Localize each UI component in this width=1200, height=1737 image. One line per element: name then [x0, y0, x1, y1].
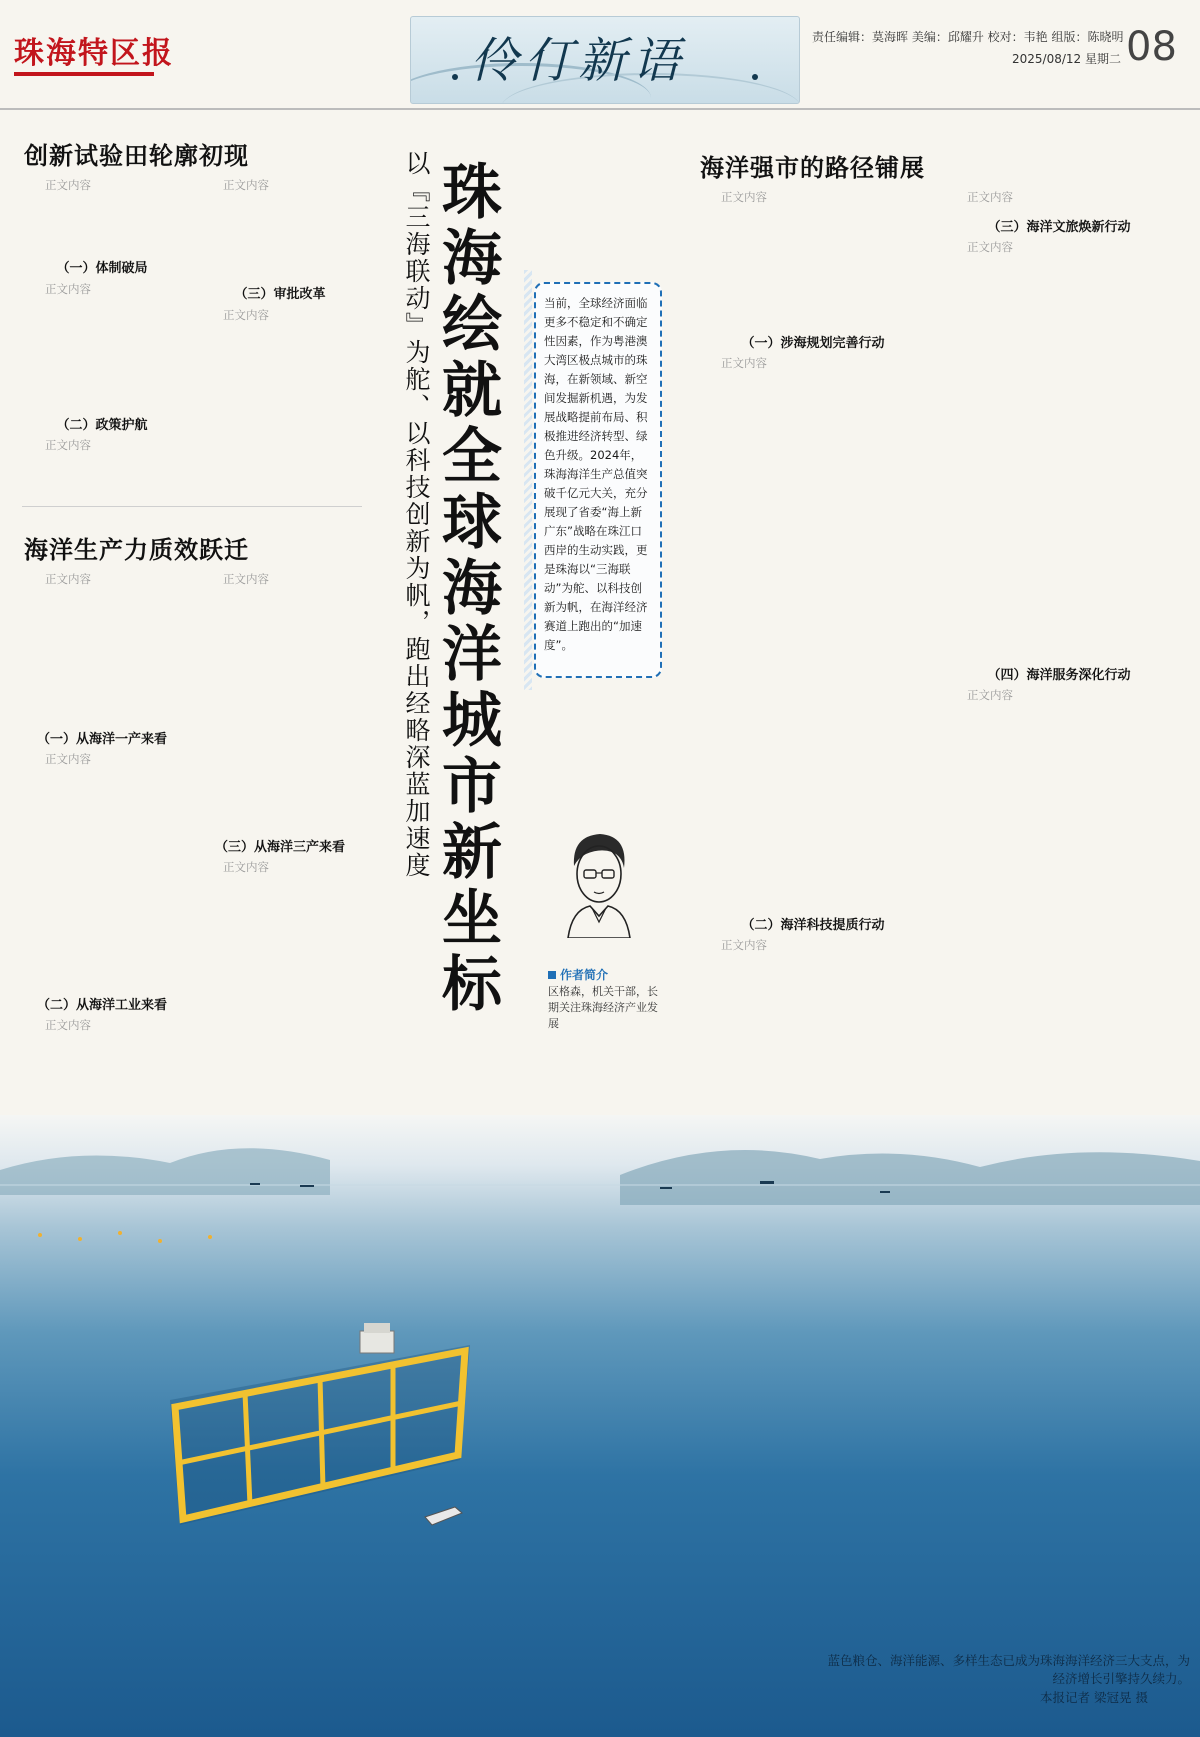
- body-text: 正文内容: [45, 178, 91, 192]
- banner-dot-icon: [452, 74, 458, 80]
- subhead: （一）涉海规划完善行动: [741, 336, 885, 351]
- body-text: 正文内容: [967, 688, 1013, 702]
- section-title-strategy: 海洋强市的路径铺展: [700, 153, 925, 182]
- body-text: 正文内容: [45, 1018, 91, 1032]
- body-text: 正文内容: [721, 938, 767, 952]
- body-text: 正文内容: [223, 860, 269, 874]
- headline-main: 珠海绘就全球海洋城市新坐标: [432, 160, 502, 1018]
- section-title-innovation: 创新试验田轮廓初现: [24, 141, 249, 170]
- photo-caption: 蓝色粮仓、海洋能源、多样生态已成为珠海海洋经济三大支点，为经济增长引擎持久续力。: [827, 1653, 1190, 1686]
- editor-credits: 责任编辑：莫海晖 美编：邱耀升 校对：韦艳 组版：陈晓明: [812, 30, 1124, 44]
- author-label: 作者简介: [548, 966, 608, 983]
- subhead: （三）从海洋三产来看: [214, 840, 345, 855]
- brand-underline: [14, 72, 154, 76]
- subhead: （四）海洋服务深化行动: [987, 668, 1131, 683]
- subhead: （三）审批改革: [234, 287, 326, 302]
- subhead: （三）海洋文旅焕新行动: [987, 220, 1131, 235]
- intro-callout: 当前，全球经济面临更多不稳定和不确定性因素，作为粤港澳大湾区极点城市的珠海，在新领域、新空间发掘新机遇，为发展战略提前布局、积极推进经济转型、绿色升级。2024年，珠海海洋生产总值突破千亿元大关，充分展现了省委“海上新广东”战略在珠江口西岸的生动实践，更是珠海以“三海联动”为舵、以科技创新为帆，在海洋经济赛道上跑出的“加速度”。: [534, 282, 662, 678]
- photo-credit: 本报记者 梁冠晃 摄: [1040, 1690, 1148, 1705]
- page-number: 08: [1126, 24, 1177, 70]
- body-text: 正文内容: [721, 190, 767, 204]
- subhead: （一）体制破局: [56, 261, 148, 276]
- newspaper-brand: 珠海特区报: [14, 36, 174, 71]
- body-text: 正文内容: [223, 178, 269, 192]
- author-bio: 区格森，机关干部，长期关注珠海经济产业发展: [548, 985, 658, 1030]
- body-text: 正文内容: [45, 752, 91, 766]
- body-text: 正文内容: [967, 240, 1013, 254]
- body-text: 正文内容: [967, 190, 1013, 204]
- body-text: 正文内容: [45, 572, 91, 586]
- sea-farm-photo: [0, 1115, 1200, 1737]
- callout-stripe-decoration: [524, 270, 532, 690]
- author-portrait: [556, 826, 642, 938]
- weekday: 星期二: [1085, 52, 1122, 66]
- column-title: 伶仃新语: [470, 33, 687, 89]
- body-text: 正文内容: [721, 356, 767, 370]
- masthead: [0, 0, 1200, 110]
- photo-scene: [0, 1115, 1200, 1737]
- fish-cage-platform: [170, 1323, 470, 1525]
- issue-date: [1012, 50, 1121, 67]
- headline-subtitle: 以『三海联动』为舵、以科技创新为帆，跑出经略深蓝加速度: [402, 150, 431, 879]
- body-text: 正文内容: [223, 572, 269, 586]
- section-title-productivity: 海洋生产力质效跃迁: [24, 535, 249, 564]
- banner-dot-icon: [752, 74, 758, 80]
- body-text: 正文内容: [45, 438, 91, 452]
- subhead: （二）从海洋工业来看: [36, 998, 167, 1013]
- divider: [22, 506, 362, 507]
- body-text: 正文内容: [223, 308, 269, 322]
- subhead: （一）从海洋一产来看: [36, 732, 167, 747]
- body-text: 正文内容: [45, 282, 91, 296]
- subhead: （二）政策护航: [56, 418, 148, 433]
- subhead: （二）海洋科技提质行动: [741, 918, 885, 933]
- date: 2025/08/12: [1012, 52, 1082, 66]
